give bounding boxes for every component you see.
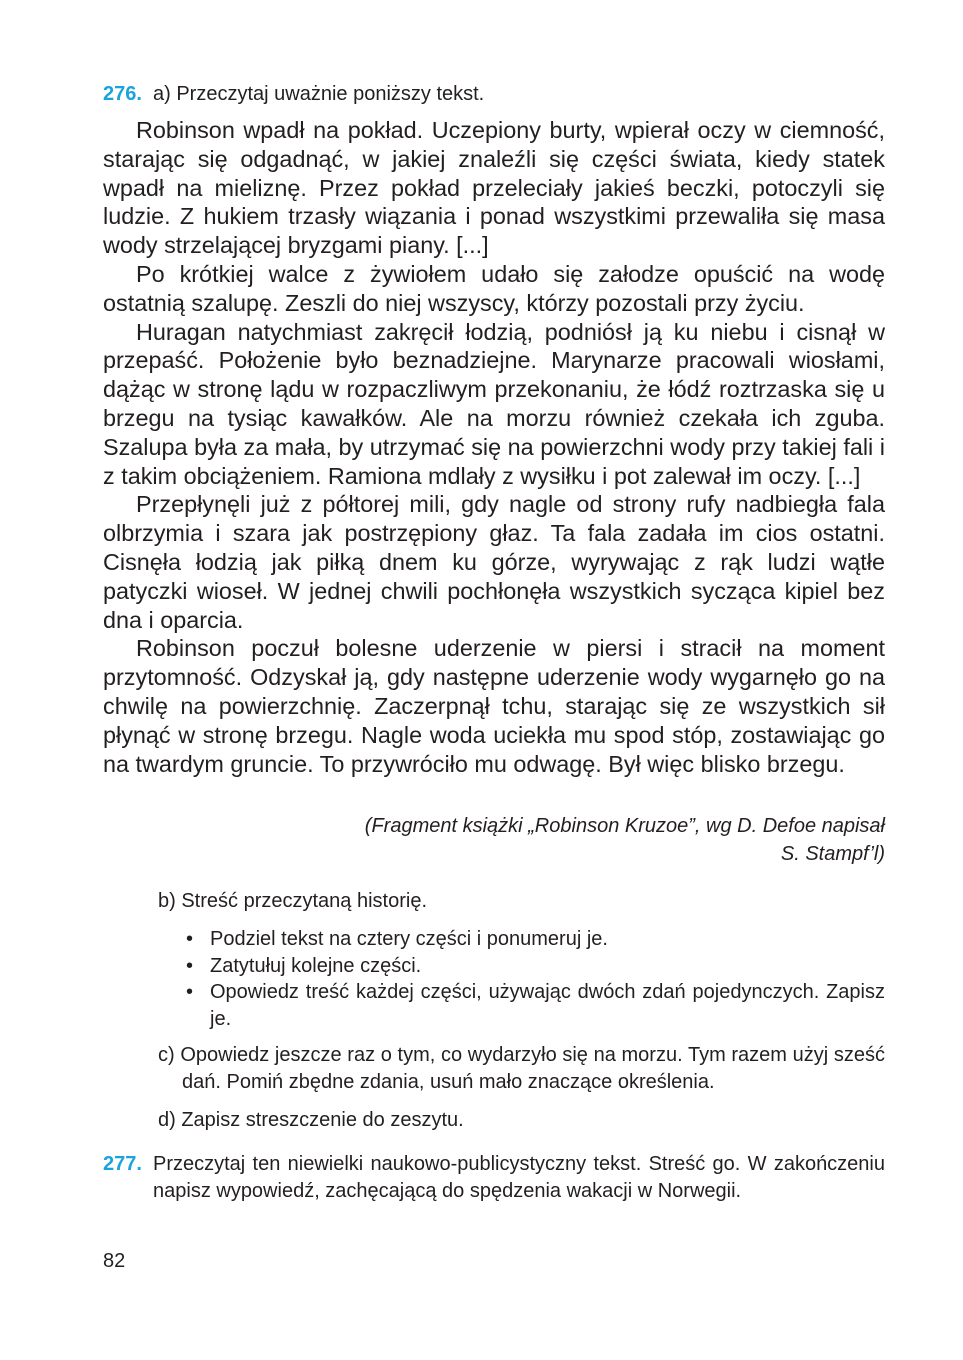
- reading-passage: [103, 116, 885, 778]
- source-line: (Fragment książki „Robinson Kruzoe”, wg D. Defoe napisał: [364, 815, 885, 837]
- exercise-277-text: Przeczytaj ten niewielki naukowo-publicystyczny tekst. Streść go. W zakończeniu napisz wypowiedź, zachęcającą do spędzenia wakacji w Norwegii.: [153, 1153, 885, 1202]
- bullet-icon: •: [186, 928, 194, 950]
- passage-paragraph: Robinson poczuł bolesne uderzenie w piersi i stracił na moment przytomność. Odzyskał ją, gdy następne uderzenie wody wygarnęło go na chwilę na powierzchnię. Zaczerpnął tchu, starając się ze wszystkich sił płynąć w stronę brzegu. Nagle woda uciekła mu spod stóp, zostawiając go na twardym gruncie. To przywróciło mu odwagę. Był więc blisko brzegu.: [103, 635, 885, 777]
- list-item: [186, 926, 885, 953]
- exercise-number: 277.: [103, 1153, 142, 1175]
- page-number: 82: [103, 1250, 126, 1272]
- source-citation: [103, 812, 885, 868]
- bullet-icon: •: [186, 954, 194, 977]
- passage-paragraph: Robinson wpadł na pokład. Uczepiony burty, wpierał oczy w ciemność, starając się odgadnąć, w jakiej znaleźli się części świata, kiedy statek wpadł na mieliznę. Przez pokład przeleciały jakieś beczki, potoczyli się ludzie. Z hukiem trzasły wiązania i ponad wszystkimi przewaliła się masa wody strzelającej bryzgami piany. [...]: [103, 117, 885, 259]
- passage-paragraph: Przepłynęli już z półtorej mili, gdy nagle od strony rufy nadbiegła fala olbrzymia i szara jak postrzępiony głaz. Ta fala zadała im cios ostatni. Cisnęła łodzią jak piłką dnem ku górze, wyrywając z rąk ludzi wątłe patyczki wioseł. W jednej chwili pochłonęła wszystkich sycząca kipiel bez dna i oparcia.: [103, 491, 885, 633]
- task-c: c) Opowiedz jeszcze raz o tym, co wydarzyło się na morzu. Tym razem użyj sześć dań. Pomiń zbędne zdania, usuń mało znaczące określenia.: [158, 1044, 885, 1093]
- bullet-text: Zatytułuj kolejne części.: [210, 954, 422, 977]
- passage-paragraph: Huragan natychmiast zakręcił łodzią, podniósł ją ku niebu i cisnął w przepaść. Położenie było beznadziejne. Marynarze pracowali wiosłami, dążąc w stronę lądu w rozpaczliwym przekonaniu, że łódź roztrzaska się u brzegu na tysiąc kawałków. Ale na morzu również czekała ich zguba. Szalupa była za mała, by utrzymać się na powierzchni wody przy takiej fali i z takim obciążeniem. Ramiona mdlały z wysiłku i pot zalewał im oczy. [...]: [103, 318, 885, 489]
- source-line: S. Stampf’l): [780, 843, 885, 865]
- bullet-text: Opowiedz treść każdej części, używając dwóch zdań pojedynczych. Zapisz je.: [210, 981, 885, 1030]
- task-d: d) Zapisz streszczenie do zeszytu.: [158, 1109, 464, 1131]
- exercise-number: 276.: [103, 83, 142, 105]
- bullet-text: Podziel tekst na cztery części i ponumeruj je.: [210, 928, 608, 950]
- exercise-277: [103, 1151, 885, 1205]
- passage-paragraph: Po krótkiej walce z żywiołem udało się załodze opuścić na wodę ostatnią szalupę. Zeszli do niej wszyscy, którzy pozostali przy życiu.: [103, 260, 885, 316]
- list-item: [186, 979, 885, 1032]
- list-item: [186, 953, 885, 980]
- bullet-icon: •: [186, 981, 194, 1003]
- task-b-bullet-list: [186, 926, 885, 1032]
- task-b: b) Streść przeczytaną historię.: [158, 890, 427, 912]
- exercise-276-header: [103, 80, 885, 108]
- instruction-a: a) Przeczytaj uważnie poniższy tekst.: [153, 83, 485, 105]
